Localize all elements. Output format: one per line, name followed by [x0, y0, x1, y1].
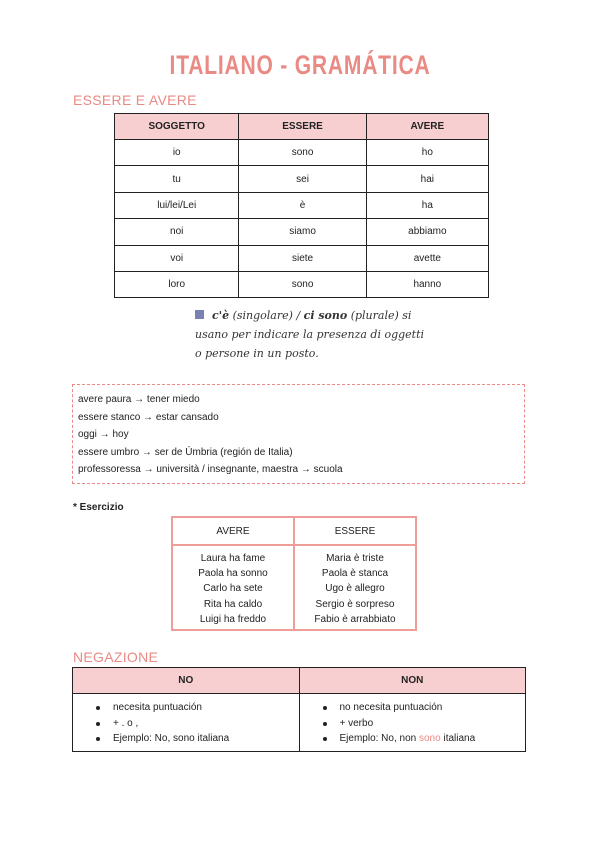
negation-table: [72, 667, 526, 752]
table-row: [115, 219, 489, 245]
list-item: Maria è triste: [326, 553, 384, 564]
note-bold-term: c'è: [212, 309, 230, 322]
list-item: Ejemplo: No, sono italiana: [113, 731, 299, 747]
list-item: Luigi ha freddo: [199, 613, 267, 625]
list-item: no necesita puntuación: [340, 700, 526, 716]
note-text: (plurale) si usano per indicare la presenza di oggetti o persone in un posto.: [195, 309, 425, 360]
cell-avere: ha: [366, 192, 488, 218]
header-no: NO: [73, 668, 300, 694]
list-item: necesita puntuación: [113, 700, 299, 716]
header-essere: ESSERE: [294, 517, 416, 545]
list-item: [340, 731, 526, 747]
list-item: Paola ha sonno: [198, 568, 268, 580]
cell-soggetto: loro: [115, 271, 239, 297]
header-non: NON: [299, 668, 526, 694]
vocab-line: oggi → hoy: [78, 429, 129, 440]
conjugation-table: [114, 113, 489, 298]
exercise-label: * Esercizio: [73, 502, 124, 513]
section-heading-negazione: NEGAZIONE: [73, 649, 159, 665]
cell-avere: hai: [366, 166, 488, 192]
note-text: (singolare) /: [229, 309, 304, 322]
cell-soggetto: voi: [115, 245, 239, 271]
cell-avere: avette: [366, 245, 488, 271]
cell-soggetto: lui/lei/Lei: [115, 192, 239, 218]
cell-essere: sono: [239, 271, 366, 297]
table-row: [115, 245, 489, 271]
table-header-row: [115, 114, 489, 140]
list-item: + verbo: [340, 716, 526, 732]
vocab-line: professoressa → università / insegnante, maestra → scuola: [78, 464, 343, 475]
table-row: [73, 694, 526, 752]
header-soggetto: SOGGETTO: [115, 114, 239, 140]
table-row: [115, 166, 489, 192]
table-row: [115, 271, 489, 297]
non-rules: [299, 694, 526, 752]
cell-avere: hanno: [366, 271, 488, 297]
exercise-table: [171, 516, 417, 631]
header-essere: ESSERE: [239, 114, 366, 140]
table-row: [172, 545, 416, 630]
usage-note: [195, 306, 425, 363]
example-text: Ejemplo: No, non: [339, 733, 419, 744]
vocab-line: essere stanco → estar cansado: [78, 411, 219, 423]
cell-essere: siete: [239, 245, 366, 271]
note-bold-term: ci sono: [303, 309, 348, 322]
vocab-line: avere paura → tener miedo: [78, 394, 200, 405]
header-avere: AVERE: [172, 517, 294, 545]
list-item: Fabio è arrabbiato: [314, 613, 396, 625]
list-item: + . o ,: [113, 716, 299, 732]
page-title: ITALIANO - GRAMÁTICA: [169, 50, 431, 80]
table-row: [115, 192, 489, 218]
table-header-row: [73, 668, 526, 694]
vocab-line: essere umbro → ser de Úmbria (región de Italia): [78, 446, 293, 458]
cell-soggetto: tu: [115, 166, 239, 192]
section-heading-essere-avere: ESSERE E AVERE: [73, 92, 197, 108]
list-item: Carlo ha sete: [203, 583, 263, 595]
list-item: Paola è stanca: [321, 568, 389, 580]
list-item: Laura ha fame: [200, 553, 266, 564]
cell-avere: ho: [366, 140, 488, 166]
header-avere: AVERE: [366, 114, 488, 140]
cell-soggetto: noi: [115, 219, 239, 245]
square-bullet-icon: [195, 310, 204, 319]
cell-essere: siamo: [239, 219, 366, 245]
cell-essere: sei: [239, 166, 366, 192]
list-item: Rita ha caldo: [203, 598, 263, 610]
highlighted-verb: sono: [419, 733, 441, 744]
list-item: Sergio è sorpreso: [315, 598, 395, 610]
example-text: italiana: [440, 733, 476, 744]
avere-examples: [172, 545, 294, 630]
essere-examples: [294, 545, 416, 630]
cell-essere: sono: [239, 140, 366, 166]
vocabulary-box: [72, 384, 525, 484]
cell-avere: abbiamo: [366, 219, 488, 245]
cell-soggetto: io: [115, 140, 239, 166]
no-rules: [73, 694, 300, 752]
table-header-row: [172, 517, 416, 545]
list-item: Ugo è allegro: [325, 583, 385, 595]
cell-essere: è: [239, 192, 366, 218]
table-row: [115, 140, 489, 166]
